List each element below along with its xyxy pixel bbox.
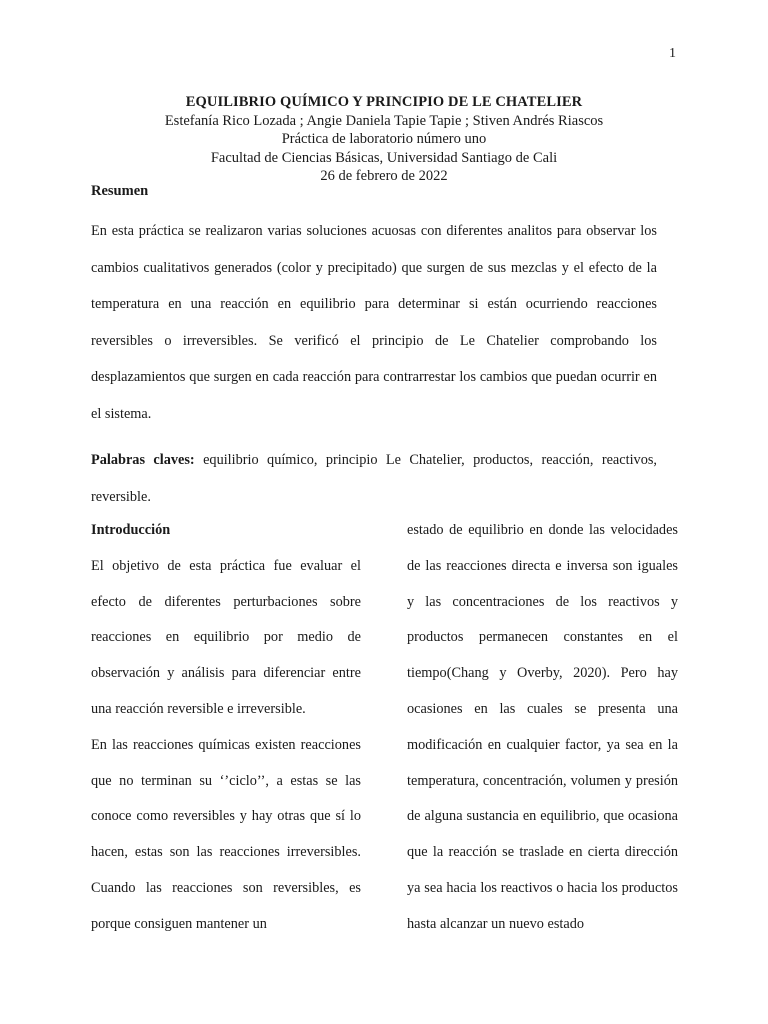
paper-title: EQUILIBRIO QUÍMICO Y PRINCIPIO DE LE CHATELIER [185,94,583,110]
intro-paragraph-continued: estado de equilibrio en donde las velocidades de las reacciones directa e inversa son iguales y las concentraciones de los reactivos y productos permanecen constantes en el tiempo(Chang y Overby, 2020). Pero hay ocasiones en las cuales se presenta una modificación en cualquier factor, ya sea en la temperatura, concentración, volumen y presión de alguna sustancia en equilibrio, que ocasiona que la reacción se traslade en cierta dirección ya sea hacia los reactivos o hacia los productos hasta alcanzar un nuevo estado [407,522,678,932]
introduction-heading: Introducción [91,522,171,538]
intro-paragraph-1: El objetivo de esta práctica fue evaluar el efecto de diferentes perturbaciones sobre reacciones en equilibrio por medio de observación y análisis para diferenciar entre una reacción reversible e irreversible. [91,557,361,717]
practice-label: Práctica de laboratorio número uno [281,131,487,147]
keywords-label: Palabras claves: [91,452,195,468]
affiliation: Facultad de Ciencias Básicas, Universidad Santiago de Cali [210,149,558,166]
abstract-heading: Resumen [91,183,149,199]
right-column [407,513,678,943]
intro-paragraph-2: En las reacciones químicas existen reacciones que no terminan su ‘’ciclo’’, a estas se las conoce como reversibles y hay otras que sí lo hacen, estas son las reacciones irreversibles. Cuando las reacciones son reversibles, es porque consiguen mantener un [91,736,361,932]
left-column [91,513,361,943]
paper-header [0,93,768,186]
keywords-paragraph [91,442,657,515]
paper-authors: Estefanía Rico Lozada ; Angie Daniela Tapie Tapie ; Stiven Andrés Riascos [164,112,604,129]
abstract-text: En esta práctica se realizaron varias soluciones acuosas con diferentes analitos para observar los cambios cualitativos generados (color y precipitado) que surgen de sus mezclas y el efecto de la temperatura en una reacción en equilibrio para determinar si están ocurriendo reacciones reversibles o irreversibles. Se verificó el principio de Le Chatelier comprobando los desplazamientos que surgen en cada reacción para contrarrestar los cambios que puedan ocurrir en el sistema. [91,223,657,422]
paper-date: 26 de febrero de 2022 [320,168,448,184]
page-number: 1 [669,46,676,61]
keywords-text: equilibrio químico, principio Le Chatelier, productos, reacción, reactivos, reversible. [91,452,657,505]
